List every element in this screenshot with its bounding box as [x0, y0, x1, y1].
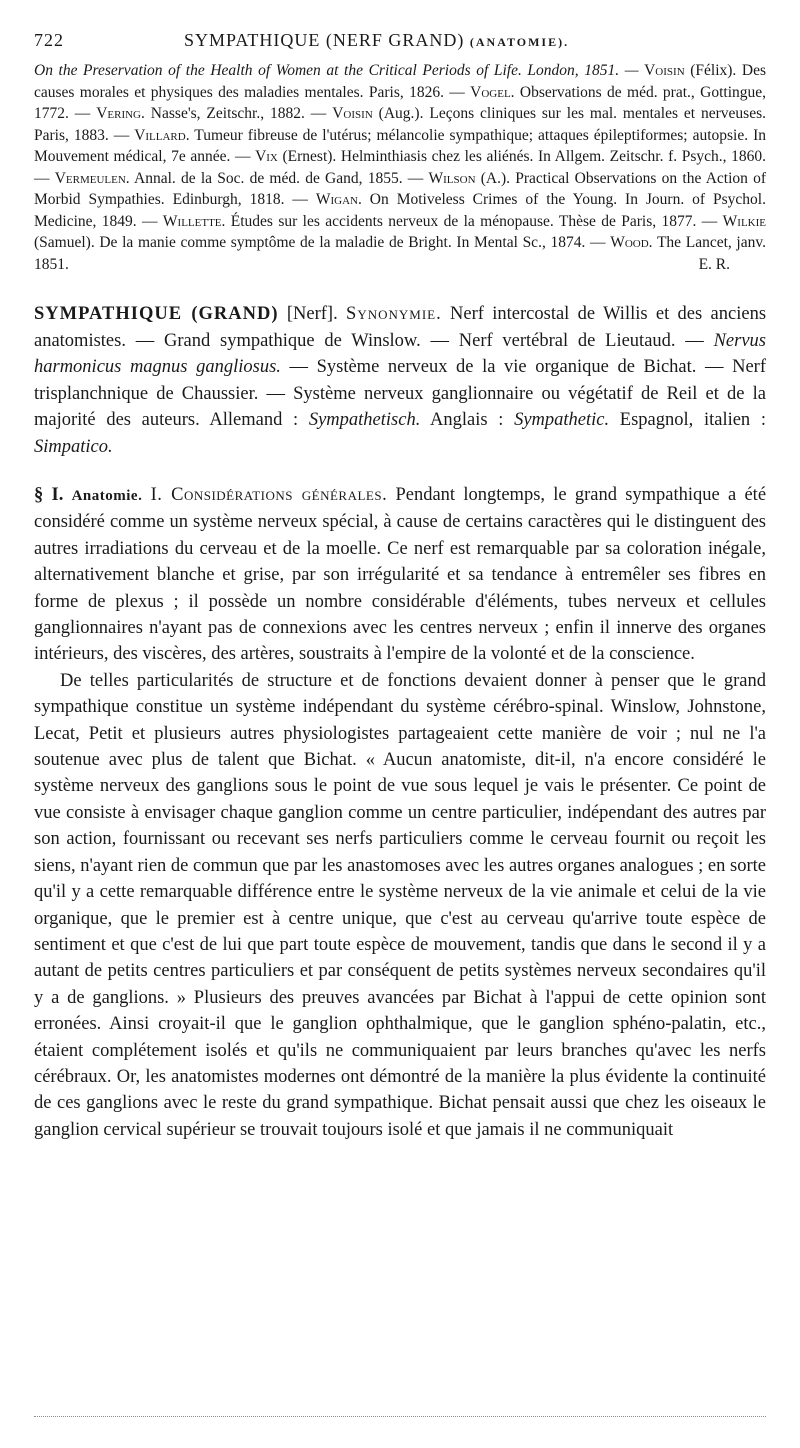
footer-rule: [34, 1416, 766, 1417]
bibliography-entry: (A.). Practical Observations on the Action of Morbid Sympathies. Edinburgh, 1818. —: [34, 169, 766, 208]
bibliography-author: Voisin: [332, 105, 373, 122]
bibliography-entry: Études sur les accidents nerveux de la ménopause. Thèse de Paris, 1877. —: [225, 212, 723, 230]
synonymie-latin: Nervus harmonicus magnus gangliosus.: [34, 330, 766, 377]
article-header: [34, 301, 766, 460]
synonymie-english: Sympathetic.: [514, 410, 610, 430]
bibliography-entry: Observations de méd. prat., Gottingue, 1772. —: [34, 83, 766, 122]
bibliography-entry: (Samuel). De la manie comme symptôme de la maladie de Bright. In Mental Sc., 1874. —: [34, 234, 611, 251]
bibliography-entry: Tumeur fibreuse de l'utérus; mélancolie sympathique; attaques épileptiformes; autopsie. In Mouvement médical, 7e année. —: [34, 126, 766, 165]
bibliography-entry: Nasse's, Zeitschr., 1882. —: [144, 105, 333, 122]
author-signature: E. R.: [698, 255, 730, 273]
synonymie-label: Synonymie.: [346, 304, 442, 324]
bibliography-entry: The Lancet, janv. 1851.: [34, 234, 766, 273]
page-number: 722: [34, 30, 64, 50]
subsection-title: I. Considérations générales.: [150, 485, 388, 505]
running-title-text: SYMPATHIQUE (NERF GRAND): [184, 30, 465, 50]
bibliography-entry: Annal. de la Soc. de méd. de Gand, 1855. —: [129, 169, 429, 187]
section-mark: § I.: [34, 485, 64, 505]
bibliography-author: Vogel.: [470, 83, 515, 101]
bibliography-author: Wood.: [610, 234, 653, 251]
synonymie-text: Anglais :: [420, 410, 515, 430]
bibliography-entry: (Ernest). Helminthiasis chez les aliénés. In Allgem. Zeitschr. f. Psych., 1860. —: [34, 148, 766, 187]
paragraph-text: De telles particularités de structure et de fonctions devaient donner à penser que le grand sympathique constitue un système indépendant du système cérébro-spinal. Winslow, Johnstone, Lecat, Petit et plusieurs autres physiologistes partageaient cette manière de voir ; nul ne l'a soutenue avec plus de talent que Bichat. « Aucun anatomiste, dit-il, n'a encore considéré le système nerveux des ganglions sous le point de vue sous lequel je vais le présenter. Ce point de vue consiste à envisager chaque ganglion comme un centre particulier, indépendant des autres par son action, fournissant ou recevant ses nerfs particuliers comme le cerveau fournit ou reçoit les siens, n'ayant rien de commun que par les anastomoses avec les autres organes analogues ; en sorte qu'il y a cette remarquable différence entre le système nerveux de la vie animale et celui de la vie organique, que le premier est à centre unique, que c'est au cerveau qu'arrive toute espèce de sentiment et que c'est de lui que part toute espèce de mouvement, tandis que dans le second il y a autant de petits centres particuliers et par conséquent de petits systèmes nerveux secondaires qu'il y a de ganglions. » Plusieurs des preuves avancées par Bichat à l'appui de cette opinion sont erronées. Ainsi croyait-il que le ganglion ophthalmique, que le ganglion sphéno-palatin, etc., étaient complétement isolés et qu'ils ne communiquaient par leurs branches qu'avec les nerfs cérébraux. Or, les anatomistes modernes ont démontré de la manière la plus évidente la continuité de ces ganglions avec le reste du grand sympathique. Bichat pensait aussi que chez les oiseaux le ganglion cervical supérieur se trouvait toujours isolé et que jamais il ne communiquait: [34, 670, 766, 1140]
bibliography-entry: (Félix). Des causes morales et physiques des maladies mentales. Paris, 1826. —: [34, 62, 766, 101]
bibliography-author: Wilkie: [722, 212, 766, 230]
synonymie-text: — Système nerveux de la vie organique de Bichat. — Nerf trisplanchnique de Chaussier. — Système nerveux ganglionnaire ou végétatif de Reil et de la majorité des auteurs. Allemand :: [34, 357, 766, 430]
running-head: [34, 22, 766, 52]
running-section: (ANATOMIE).: [469, 35, 570, 49]
headword-bracket: [Nerf].: [286, 304, 338, 324]
running-title: [184, 30, 569, 51]
synonymie-german: Sympathetisch.: [308, 410, 421, 430]
bibliography-author: Vermeulen.: [54, 169, 130, 187]
body-paragraph: [34, 668, 766, 1143]
synonymie-paragraph: [34, 301, 766, 460]
synonymie-spanish-italian: Simpatico.: [34, 436, 113, 457]
bibliography-author: Villard.: [134, 126, 190, 144]
bibliography-author: Vering.: [96, 105, 145, 122]
bibliography-author: Wilson: [428, 169, 476, 187]
section-title: Anatomie.: [71, 488, 143, 504]
bibliography-author: Voisin: [644, 62, 685, 79]
synonymie-text: Espagnol, italien :: [609, 410, 767, 430]
bibliography-entry: On the Preservation of the Health of Women at the Critical Periods of Life. London, 1851. —: [34, 62, 645, 79]
bibliography-paragraph: [34, 60, 766, 275]
synonymie-text: Nerf intercostal de Willis et des anciens anatomistes. — Grand sympathique de Winslow. — Nerf vertébral de Lieutaud. —: [34, 304, 767, 351]
bibliography-block: [34, 60, 766, 275]
bibliography-author: Willette.: [162, 212, 226, 230]
document-page: [34, 22, 766, 1143]
bibliography-author: Vix: [255, 148, 278, 165]
bibliography-entry: On Motiveless Crimes of the Young. In Journ. of Psychol. Medicine, 1849. —: [34, 191, 766, 230]
bibliography-author: Wigan.: [315, 191, 362, 208]
body-paragraph: [34, 482, 766, 668]
paragraph-text: Pendant longtemps, le grand sympathique a été considéré comme un système nerveux spécial, à cause de certains caractères qui le distinguent des autres irradiations du cerveau et de la moelle. Ce nerf est remarquable par sa coloration inégale, alternativement blanche et grise, par son irrégularité et sa tendance à entremêler ses fibres en forme de plexus ; il possède un nombre considérable d'éléments, tubes nerveux et cellules ganglionnaires n'ayant pas de connexions avec les centres nerveux ; enfin il innerve des organes intérieurs, des viscères, des artères, soustraits à l'empire de la volonté et de la conscience.: [34, 485, 767, 665]
article-body: [34, 482, 766, 1143]
bibliography-entry: (Aug.). Leçons cliniques sur les mal. mentales et nerveuses. Paris, 1883. —: [34, 105, 767, 144]
article-headword: SYMPATHIQUE (GRAND): [34, 304, 279, 324]
